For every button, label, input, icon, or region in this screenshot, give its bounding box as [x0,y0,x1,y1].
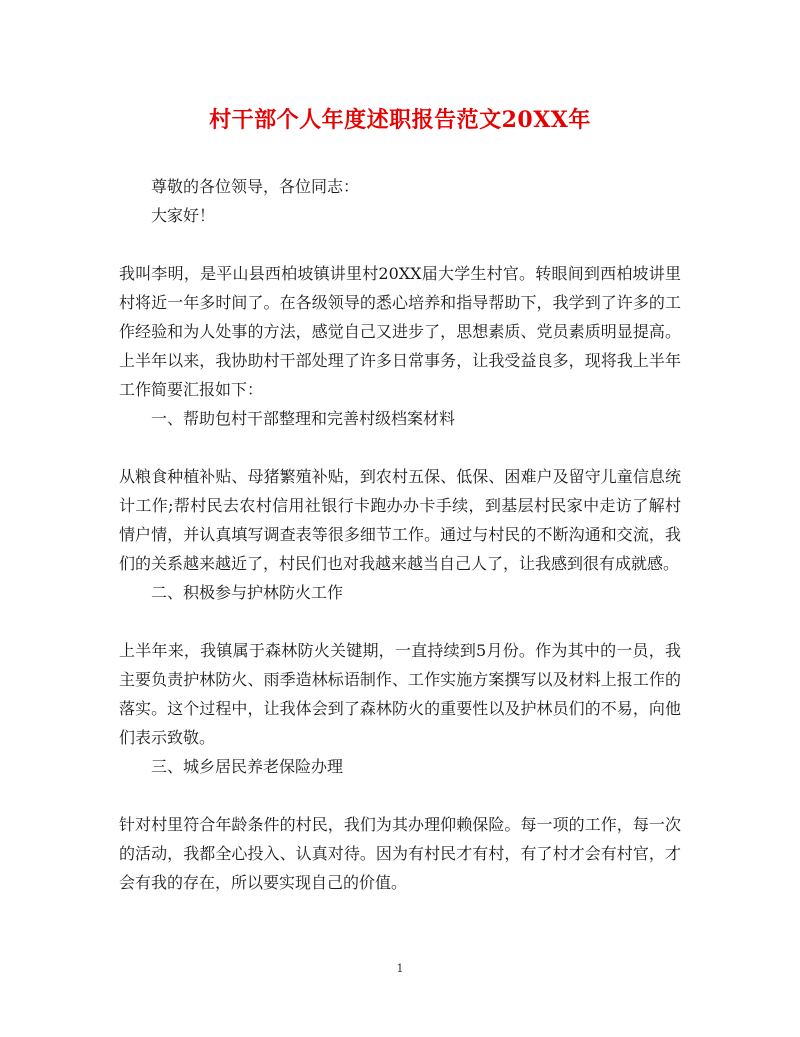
section-body-1: 从粮食种植补贴、母猪繁殖补贴，到农村五保、低保、困难户及留守儿童信息统计工作;帮村民去农村信用社银行卡跑办办卡手续，到基层村民家中走访了解村情户情，并认真填写调查表等很多细节工作。通过与村民的不断沟通和交流，我们的关系越来越近了，村民们也对我越来越当自己人了，让我感到很有成就感。 [119,467,681,573]
paragraph-gap [119,433,681,462]
page-number: 1 [396,962,404,975]
section-heading-2: 二、积极参与护林防火工作 [151,583,344,602]
greeting: 大家好！ [151,206,216,225]
section-body-3: 针对村里符合年龄条件的村民，我们为其办理仰赖保险。每一项的工作，每一次的活动，我都全心投入、认真对待。因为有村民才有村，有了村才会有村官，才会有我的存在，所以要实现自己的价值。 [119,815,681,892]
section-heading-1: 一、帮助包村干部整理和完善村级档案材料 [151,409,456,428]
document-title: 村干部个人年度述职报告范文20XX年 [209,107,591,133]
section-body-2: 上半年来，我镇属于森林防火关键期，一直持续到5月份。作为其中的一员，我主要负责护林防火、雨季造林标语制作、工作实施方案撰写以及材料上报工作的落实。这个过程中，让我体会到了森林防火的重要性以及护林员们的不易，向他们表示致敬。 [119,641,681,747]
paragraph-gap [119,607,681,636]
paragraph-gap [119,230,681,259]
document-body [119,172,681,897]
paragraph-gap [119,781,681,810]
section-heading-3: 三、城乡居民养老保险办理 [151,757,344,776]
salutation: 尊敬的各位领导，各位同志： [151,177,360,196]
intro-paragraph: 我叫李明，是平山县西柏坡镇讲里村20XX届大学生村官。转眼间到西柏坡讲里村将近一年多时间了。在各级领导的悉心培养和指导帮助下，我学到了许多的工作经验和为人处事的方法，感觉自己又进步了，思想素质、党员素质明显提高。上半年以来，我协助村干部处理了许多日常事务，让我受益良多，现将我上半年工作简要汇报如下： [119,264,681,399]
